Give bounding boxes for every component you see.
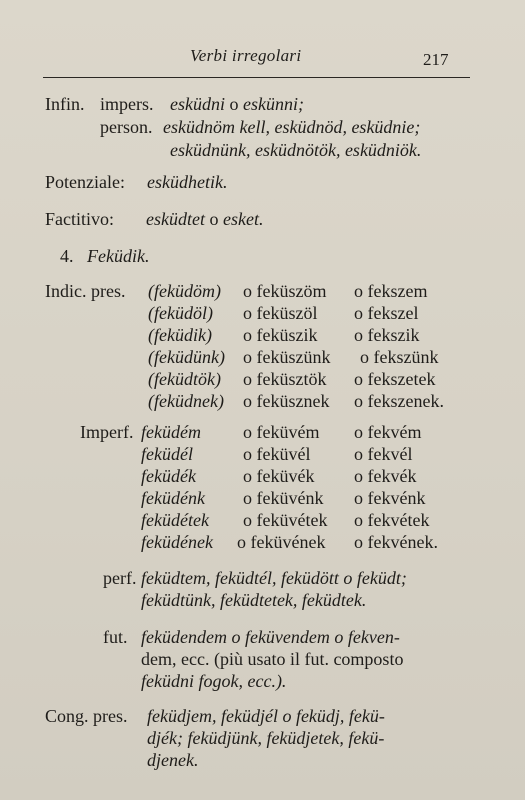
infinitive-personal-line-1: esküdnöm kell, esküdnöd, esküdnie;	[163, 117, 421, 137]
imperfect-col2-row2: o feküvél	[243, 444, 311, 464]
header-rule	[43, 77, 470, 78]
indicative-present-col3-row4: o fekszünk	[360, 347, 439, 367]
imperfect-col1-row4: feküdénk	[141, 488, 205, 508]
imperfect-col2-row1: o feküvém	[243, 422, 320, 442]
future-label: fut.	[103, 627, 128, 647]
perfect-line-2: feküdtünk, feküdtetek, feküdtek.	[141, 590, 367, 610]
imperfect-col3-row1: o fekvém	[354, 422, 422, 442]
indicative-present-col2-row6: o feküsznek	[243, 391, 330, 411]
infinitive-impersonal-label: impers.	[100, 94, 154, 114]
imperfect-col1-row3: feküdék	[141, 466, 196, 486]
factitive-label: Factitivo:	[45, 209, 114, 229]
imperfect-col1-row6: feküdének	[141, 532, 213, 552]
indicative-present-col2-row3: o feküszik	[243, 325, 318, 345]
infinitive-label: Infin.	[45, 94, 85, 114]
indicative-present-col1-row2: (feküdöl)	[148, 303, 213, 323]
indicative-present-col3-row2: o fekszel	[354, 303, 419, 323]
subjunctive-line-3: djenek.	[147, 750, 199, 770]
indicative-present-col2-row2: o feküszöl	[243, 303, 318, 323]
indicative-present-col1-row1: (feküdöm)	[148, 281, 221, 301]
infinitive-personal-label: person.	[100, 117, 153, 137]
indicative-present-col3-row5: o fekszetek	[354, 369, 436, 389]
infinitive-impersonal-3: eskünni;	[242, 94, 304, 114]
future-line-3: feküdni fogok, ecc.).	[141, 671, 287, 691]
infinitive-impersonal-1: esküdni	[170, 94, 225, 114]
indicative-present-col1-row3: (feküdik)	[148, 325, 212, 345]
factitive-value	[146, 210, 263, 228]
indicative-present-col1-row5: (feküdtök)	[148, 369, 221, 389]
factitive-value-2: o	[209, 209, 219, 229]
factitive-value-1: esküdtet	[146, 209, 205, 229]
perfect-line-1: feküdtem, feküdtél, feküdött o feküdt;	[141, 568, 407, 588]
indicative-present-label: Indic. pres.	[45, 281, 126, 301]
indicative-present-col1-row4: (feküdünk)	[148, 347, 225, 367]
factitive-value-3: esket.	[222, 209, 264, 229]
section-number: 4.	[60, 246, 74, 266]
imperfect-label: Imperf.	[80, 422, 134, 442]
imperfect-col1-row1: feküdém	[141, 422, 201, 442]
future-line-2: dem, ecc. (più usato il fut. composto	[141, 649, 404, 669]
imperfect-col2-row3: o feküvék	[243, 466, 315, 486]
future-line-1: feküdendem o feküvendem o fekven-	[141, 627, 400, 647]
section-title: Feküdik.	[87, 246, 150, 266]
indicative-present-col2-row4: o feküszünk	[243, 347, 331, 367]
imperfect-col2-row5: o feküvétek	[243, 510, 328, 530]
indicative-present-col3-row3: o fekszik	[354, 325, 420, 345]
subjunctive-line-1: feküdjem, feküdjél o feküdj, fekü-	[147, 706, 385, 726]
imperfect-col3-row4: o fekvénk	[354, 488, 426, 508]
perfect-label: perf.	[103, 568, 137, 588]
infinitive-personal-line-2: esküdnünk, esküdnötök, esküdniök.	[170, 140, 422, 160]
imperfect-col1-row2: feküdél	[141, 444, 193, 464]
imperfect-col3-row3: o fekvék	[354, 466, 417, 486]
imperfect-col2-row6: o feküvének	[237, 532, 326, 552]
imperfect-col1-row5: feküdétek	[141, 510, 209, 530]
indicative-present-col1-row6: (feküdnek)	[148, 391, 224, 411]
indicative-present-col3-row6: o fekszenek.	[354, 391, 444, 411]
subjunctive-label: Cong. pres.	[45, 706, 128, 726]
subjunctive-line-2: djék; feküdjünk, feküdjetek, fekü-	[147, 728, 385, 748]
infinitive-impersonal-2: o	[229, 94, 239, 114]
infinitive-impersonal-form	[170, 95, 304, 113]
running-head: Verbi irregolari	[190, 46, 302, 65]
indicative-present-col2-row5: o feküsztök	[243, 369, 327, 389]
indicative-present-col3-row1: o fekszem	[354, 281, 428, 301]
page-number: 217	[423, 50, 449, 69]
indicative-present-col2-row1: o feküszöm	[243, 281, 327, 301]
imperfect-col3-row2: o fekvél	[354, 444, 413, 464]
potential-value: esküdhetik.	[147, 172, 228, 192]
imperfect-col2-row4: o feküvénk	[243, 488, 324, 508]
imperfect-col3-row5: o fekvétek	[354, 510, 430, 530]
imperfect-col3-row6: o fekvének.	[354, 532, 438, 552]
potential-label: Potenziale:	[45, 172, 125, 192]
